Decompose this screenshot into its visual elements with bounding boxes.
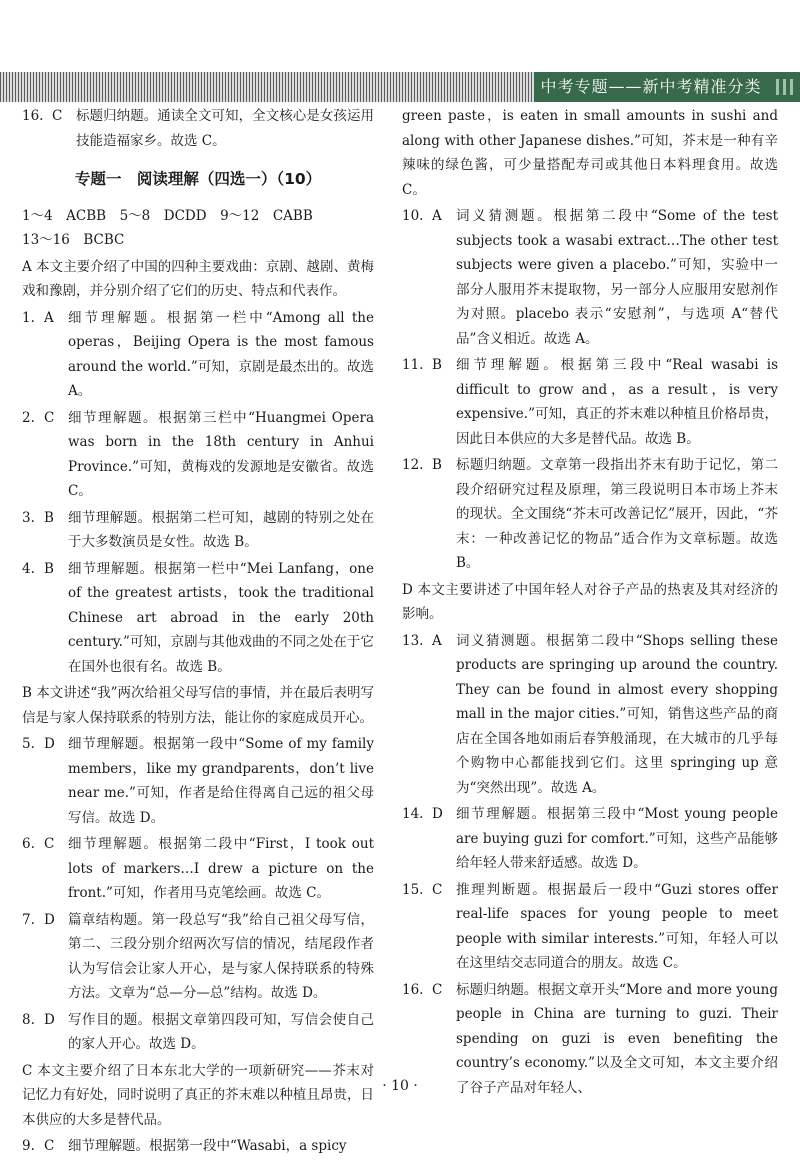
explanation-text: 词义猜测题。根据第二段中“Shops selling these products are springing up around the country. They can be found in almost every shopping mall in the major cities.”可知，销售这些产品的商店在全国各地如雨后春笋般涌现，在大城市的几乎每个购物中心都能找到它们。这里 springing up 意为“突然出现”。故选 A。 — [456, 632, 778, 796]
explanation-text: 推理判断题。根据最后一段中“Guzi stores offer real-life spaces for young people to meet people with similar interests.”可知，年轻人可以在这里结交志同道合的朋友。故选 C。 — [456, 881, 778, 971]
question-number: 10. — [402, 208, 424, 224]
question-number: 14. — [402, 806, 424, 822]
answer-item — [22, 557, 374, 680]
answer-item — [402, 204, 778, 351]
question-number: 2. — [22, 409, 35, 426]
question-number: 16. — [22, 108, 44, 124]
header-bookmark-icon — [768, 72, 800, 102]
answer-letter: D — [44, 1011, 55, 1028]
answer-letter: B — [432, 457, 442, 473]
answer-item — [22, 1008, 374, 1057]
answer-item — [22, 732, 374, 830]
passage-summary: D 本文主要讲述了中国年轻人对谷子产品的热衷及其对经济的影响。 — [402, 581, 778, 622]
explanation-text: 细节理解题。根据第一栏中“Mei Lanfang，one of the greatest artists，took the traditional Chinese art abroad in the early 20th century.”可知，京剧与其他戏曲的不同之处在于它在国外也很有名。故选 B。 — [68, 560, 374, 675]
explanation-text: 标题归纳题。根据文章开头“More and more young people in China are turning to guzi. Their spending on guzi is even benefiting the country’s economy.”以及全文可知，本文主要介绍了谷子产品对年轻人、 — [456, 981, 778, 1096]
right-column — [402, 104, 778, 1102]
answer-letter: B — [44, 560, 54, 577]
answer-letter: C — [432, 881, 443, 898]
answer-key-line: 1～4 ACBB 5～8 DCDD 9～12 CABB — [22, 207, 313, 224]
explanation-text: 词义猜测题。根据第二段中“Some of the test subjects took a wasabi extract…The other test subjects were given a placebo.”可知，实验中一部分人服用芥末提取物，另一部分人应服用安慰剂作为对照。placebo 表示“安慰剂”，与选项 A“替代品”含义相近。故选 A。 — [456, 208, 778, 347]
question-number: 15. — [402, 881, 424, 898]
answer-letter: A — [432, 208, 442, 224]
question-number: 13. — [402, 632, 424, 649]
page-number: · 10 · — [382, 1078, 418, 1094]
answer-letter: C — [432, 981, 443, 998]
question-number: 7. — [22, 911, 35, 928]
explanation-text: 细节理解题。根据第二段中“First，I took out lots of markers…I drew a picture on the front.”可知，作者用马克笔绘画。故选 C。 — [68, 836, 374, 901]
header-label: 中考专题——新中考精准分类 — [534, 72, 768, 102]
answer-item — [402, 353, 778, 451]
answer-letter: D — [432, 806, 443, 822]
passage-summary: B 本文讲述“我”两次给祖父母写信的事情，并在最后表明写信是与家人保持联系的特别方法，能让你的家庭成员开心。 — [22, 685, 375, 726]
passage-summary: A 本文主要介绍了中国的四种主要戏曲：京剧、越剧、黄梅戏和豫剧，并分别介绍了它们的历史、特点和代表作。 — [22, 258, 374, 299]
answer-item — [402, 629, 778, 801]
question-number: 9. — [22, 1138, 35, 1154]
answer-item — [22, 306, 374, 404]
answer-letter: C — [44, 1138, 55, 1154]
answer-letter: B — [432, 357, 442, 373]
explanation-text: 细节理解题。根据第三栏中“Huangmei Opera was born in the 18th century in Anhui Province.”可知，黄梅戏的发源地是安徽省。故选 C。 — [68, 409, 374, 499]
answer-letter: C — [44, 836, 55, 852]
explanation-text: 标题归纳题。文章第一段指出芥末有助于记忆，第二段介绍研究过程及原理，第三段说明日本市场上芥末的现状。全文围绕“芥末可改善记忆”展开，因此，“芥末：一种改善记忆的物品”适合作为文章标题。故选 B。 — [456, 457, 778, 571]
answer-letter: A — [44, 309, 54, 326]
answer-item — [22, 506, 374, 555]
answer-item — [402, 802, 778, 876]
answer-letter: C — [52, 108, 63, 124]
answer-letter: D — [44, 736, 55, 752]
explanation-text: 细节理解题。根据第三段中“Real wasabi is difficult to grow and，as a result，is very expensive.”可知，真正的芥末难以种植且价格昂贵，因此日本供应的大多是替代品。故选 B。 — [456, 357, 778, 447]
explanation-text: 细节理解题。根据第三段中“Most young people are buying guzi for comfort.”可知，这些产品能够给年轻人带来舒适感。故选 D。 — [456, 806, 778, 871]
answer-item — [22, 908, 374, 1006]
question-number: 4. — [22, 560, 35, 577]
explanation-text: 细节理解题。根据第二栏可知，越剧的特别之处在于大多数演员是女性。故选 B。 — [68, 509, 374, 550]
explanation-text: 细节理解题。根据第一段中“Wasabi，a spicy — [68, 1138, 347, 1154]
answer-item — [402, 453, 778, 576]
explanation-continuation: green paste，is eaten in small amounts in sushi and along with other Japanese dishes.”可知，芥末是一种有辛辣味的绿色酱，可少量搭配寿司或其他日本料理食用。故选 C。 — [402, 108, 778, 198]
answer-letter: D — [44, 911, 55, 928]
explanation-text: 细节理解题。根据第一栏中“Among all the operas，Beijing Opera is the most famous around the world.”可知，京剧是最杰出的。故选 A。 — [68, 309, 374, 399]
answer-item — [22, 406, 374, 504]
question-number: 1. — [22, 309, 35, 326]
question-number: 16. — [402, 981, 424, 998]
question-number: 3. — [22, 509, 35, 526]
explanation-text: 细节理解题。根据第一段中“Some of my family members，like my grandparents，don’t live near me.”可知，作者是给住得离自己远的祖父母写信。故选 D。 — [68, 736, 374, 826]
explanation-text: 篇章结构题。第一段总写“我”给自己祖父母写信，第二、三段分别介绍两次写信的情况，结尾段作者认为写信会让家人开心，是与家人保持联系的特殊方法。文章为“总—分—总”结构。故选 D。 — [68, 911, 374, 1001]
explanation-text: 标题归纳题。通读全文可知，全文核心是女孩运用技能造福家乡。故选 C。 — [76, 108, 374, 149]
question-number: 8. — [22, 1011, 35, 1028]
passage-summary: C 本文主要介绍了日本东北大学的一项新研究——芥末对记忆力有好处，同时说明了真正的芥末难以种植且昂贵，日本供应的大多是替代品。 — [22, 1062, 374, 1128]
answer-item — [22, 1134, 374, 1159]
answer-letter: A — [432, 632, 442, 649]
answer-key-line: 13～16 BCBC — [22, 232, 125, 248]
answer-letter: B — [44, 509, 54, 526]
answer-letter: C — [44, 409, 55, 426]
answer-item — [22, 832, 374, 906]
section-title: 专题一 阅读理解（四选一）（10） — [74, 170, 322, 188]
answer-item — [22, 104, 374, 153]
question-number: 12. — [402, 457, 424, 473]
explanation-text: 写作目的题。根据文章第四段可知，写信会使自己的家人开心。故选 D。 — [68, 1011, 374, 1052]
question-number: 11. — [402, 357, 424, 373]
left-column — [22, 104, 374, 1161]
question-number: 6. — [22, 836, 35, 852]
answer-item — [402, 878, 778, 976]
question-number: 5. — [22, 736, 35, 752]
